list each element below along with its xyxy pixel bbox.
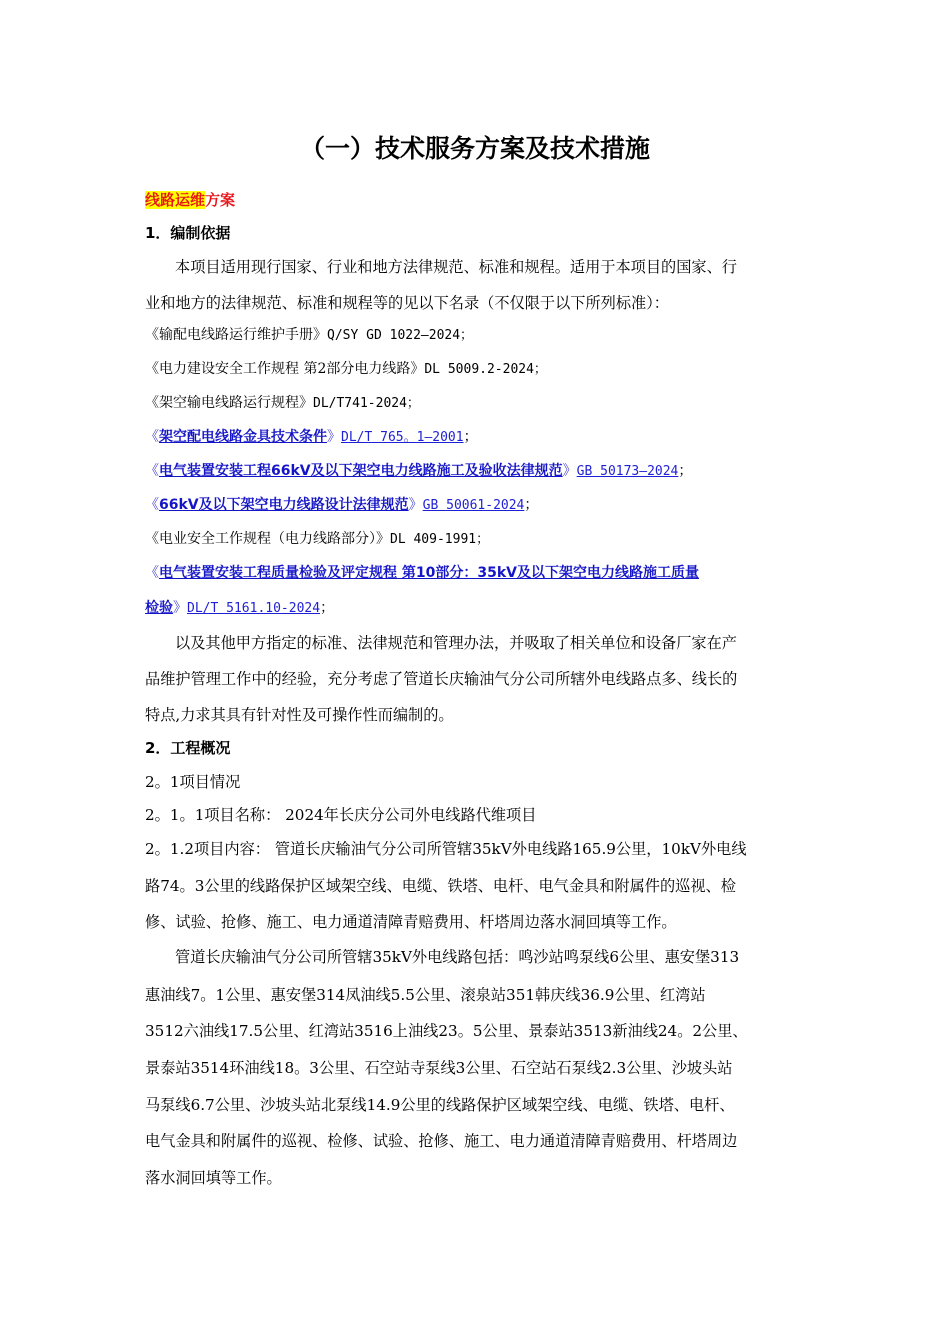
- bracket-close: 》: [562, 463, 577, 479]
- bracket-open: 《: [145, 497, 159, 513]
- intro-line-1: 本项目适用现行国家、行业和地方法律规范、标准和规程。适用于本项目的国家、行: [175, 258, 737, 276]
- standard-link[interactable]: 检验: [145, 600, 173, 616]
- paragraph-line: 3512六油线17.5公里、红湾站3516上油线23。5公里、景泰站3513新油线24。2公里、: [145, 1022, 748, 1040]
- standard-item: [145, 425, 478, 450]
- section-highlight: 线路运维: [145, 191, 206, 209]
- project-content-line: 路74。3公里的线路保护区域架空线、电缆、铁塔、电杆、电气金具和附属件的巡视、检: [145, 877, 736, 895]
- punctuation: ；: [463, 429, 478, 445]
- standard-code: DL/T741-2024；: [313, 396, 420, 411]
- standard-link[interactable]: 电气装置安装工程66kV及以下架空电力线路施工及验收法律规范: [159, 463, 563, 479]
- punctuation: ；: [524, 497, 539, 513]
- paragraph-line: 管道长庆输油气分公司所管辖35kV外电线路包括：鸣沙站鸣泵线6公里、惠安堡313: [175, 948, 740, 966]
- punctuation: ；: [678, 463, 693, 479]
- standard-name: 《电力建设安全工作规程 第2部分电力线路》: [145, 361, 425, 377]
- standard-item: [145, 391, 420, 416]
- project-content-line: 2。1.2项目内容： 管道长庆输油气分公司所管辖35kV外电线路165.9公里，10kV外电线: [145, 840, 747, 858]
- paragraph-line: 景泰站3514环油线18。3公里、石空站寺泵线3公里、石空站石泵线2.3公里、沙坡头站: [145, 1059, 733, 1077]
- standard-link[interactable]: 电气装置安装工程质量检验及评定规程 第10部分：35kV及以下架空电力线路施工质量: [159, 565, 699, 581]
- standard-name: 《输配电线路运行维护手册》: [145, 327, 327, 343]
- intro-line-2: 业和地方的法律规范、标准和规程等的见以下名录（不仅限于以下所列标准）：: [145, 294, 669, 312]
- heading-compilation-basis: 1．编制依据: [145, 224, 231, 242]
- standard-code-link[interactable]: DL/T 765。1—2001: [341, 430, 464, 445]
- page-title: （一）技术服务方案及技术措施: [299, 134, 650, 163]
- bracket-open: 《: [145, 565, 159, 581]
- paragraph-line: 马泵线6.7公里、沙坡头站北泵线14.9公里的线路保护区域架空线、电缆、铁塔、电杆、: [145, 1096, 735, 1114]
- standard-item: [145, 493, 538, 518]
- bracket-close: 》: [408, 497, 423, 513]
- standard-link[interactable]: 架空配电线路金具技术条件: [159, 429, 327, 445]
- section-heading-rest: 方案: [205, 191, 236, 209]
- paragraph-line: 落水洞回填等工作。: [145, 1169, 282, 1187]
- paragraph-line: 电气金具和附属件的巡视、检修、试验、抢修、施工、电力通道清障青赔费用、杆塔周边: [145, 1132, 738, 1150]
- standard-link[interactable]: 66kV及以下架空电力线路设计法律规范: [159, 497, 409, 513]
- standard-code: DL 409-1991；: [390, 532, 490, 547]
- project-content-line: 修、试验、抢修、施工、电力通道清障青赔费用、杆塔周边落水洞回填等工作。: [145, 913, 677, 931]
- heading-project-overview: 2．工程概况: [145, 739, 231, 757]
- paragraph-line: 特点,力求其具有针对性及可操作性而编制的。: [145, 706, 454, 724]
- standard-code-link[interactable]: GB 50173—2024: [576, 464, 679, 479]
- paragraph-line: 以及其他甲方指定的标准、法律规范和管理办法，并吸取了相关单位和设备厂家在产: [175, 634, 737, 652]
- standard-item: [145, 459, 692, 484]
- standard-item: [145, 527, 489, 552]
- bracket-open: 《: [145, 429, 159, 445]
- standard-code-link[interactable]: DL/T 5161.10-2024: [187, 601, 321, 616]
- standard-item: [145, 357, 547, 382]
- bracket-open: 《: [145, 463, 159, 479]
- standard-code: Q/SY GD 1022—2024；: [327, 328, 474, 343]
- project-name-line: 2。1。1项目名称： 2024年长庆分公司外电线路代维项目: [145, 806, 537, 824]
- paragraph-line: 品维护管理工作中的经验，充分考虑了管道长庆输油气分公司所辖外电线路点多、线长的: [145, 670, 738, 688]
- bracket-close: 》: [327, 429, 341, 445]
- standard-item-continued: [145, 596, 334, 621]
- standard-item: [145, 561, 699, 585]
- subheading-project-info: 2。1项目情况: [145, 773, 241, 791]
- punctuation: ；: [320, 600, 335, 616]
- standard-name: 《电业安全工作规程（电力线路部分）》: [145, 531, 390, 547]
- standard-name: 《架空输电线路运行规程》: [145, 395, 313, 411]
- section-heading: [145, 188, 235, 212]
- paragraph-line: 惠油线7。1公里、惠安堡314凤油线5.5公里、滚泉站351韩庆线36.9公里、红湾站: [145, 986, 706, 1004]
- standard-code: DL 5009.2-2024；: [424, 362, 547, 377]
- bracket-close: 》: [173, 600, 187, 616]
- standard-item: [145, 323, 473, 348]
- standard-code-link[interactable]: GB 50061-2024: [422, 498, 525, 513]
